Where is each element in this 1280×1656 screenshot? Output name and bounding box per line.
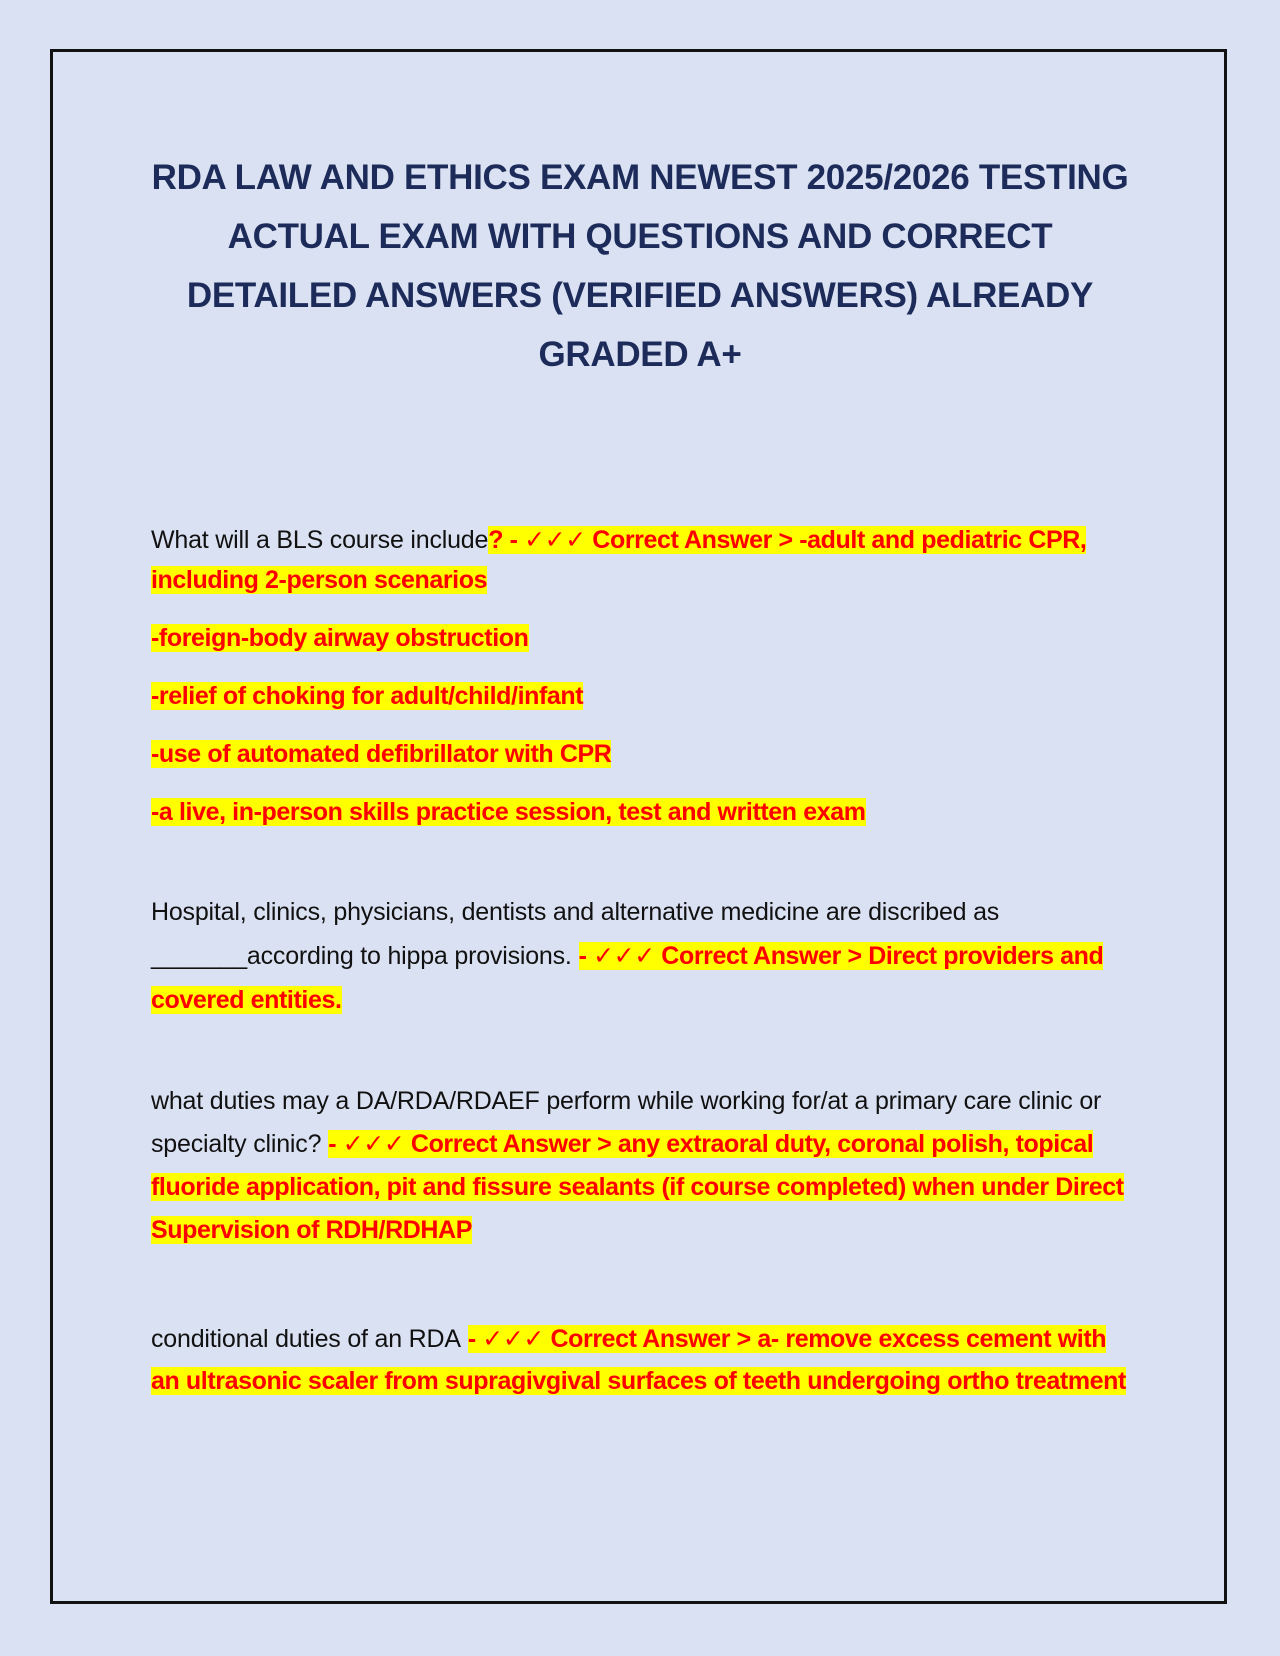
qa-item-conditional-duties xyxy=(151,1318,1141,1402)
qa-item-hipaa xyxy=(151,890,1141,1022)
qa-paragraph xyxy=(151,1080,1141,1252)
answer-text: - ✓✓✓ Correct Answer > a- remove excess cement with an ultrasonic scaler from supragivgival surfaces of teeth undergoing ortho treatment xyxy=(151,1325,1126,1395)
answer-line xyxy=(151,676,1141,716)
answer-text: -a live, in-person skills practice session, test and written exam xyxy=(151,798,866,826)
answer-text: - ✓✓✓ Correct Answer > Direct providers and covered entities. xyxy=(151,942,1104,1014)
answer-text: ? - ✓✓✓ Correct Answer > -adult and pediatric CPR, including 2-person scenarios xyxy=(151,526,1087,594)
answer-text: -relief of choking for adult/child/infant xyxy=(151,682,584,710)
question-text: conditional duties of an RDA xyxy=(151,1325,461,1353)
answer-line xyxy=(151,618,1141,658)
answer-line xyxy=(151,792,1141,832)
answer-text: - ✓✓✓ Correct Answer > any extraoral duty, coronal polish, topical fluoride application, pit and fissure sealants (if course completed) when under Direct Supervision of RDH/RDHAP xyxy=(151,1130,1124,1244)
answer-line xyxy=(151,734,1141,774)
qa-paragraph xyxy=(151,520,1141,600)
qa-item-bls xyxy=(151,520,1141,832)
document-title: RDA LAW AND ETHICS EXAM NEWEST 2025/2026 TESTING ACTUAL EXAM WITH QUESTIONS AND CORRECT DETAILED ANSWERS (VERIFIED ANSWERS) ALREADY GRADED A+ xyxy=(151,158,1129,374)
question-text: What will a BLS course include xyxy=(151,526,489,554)
qa-paragraph xyxy=(151,1318,1141,1402)
question-text: what duties may a DA/RDA/RDAEF perform while working for/at a primary care clinic or specialty clinic? xyxy=(151,1087,1102,1158)
qa-list xyxy=(151,520,1141,1402)
qa-item-clinic-duties xyxy=(151,1080,1141,1252)
question-text: Hospital, clinics, physicians, dentists and alternative medicine are discribed as _______according to hippa provisions. xyxy=(151,898,1000,970)
qa-paragraph xyxy=(151,890,1141,1022)
answer-text: -use of automated defibrillator with CPR xyxy=(151,740,612,768)
answer-text: -foreign-body airway obstruction xyxy=(151,624,529,652)
